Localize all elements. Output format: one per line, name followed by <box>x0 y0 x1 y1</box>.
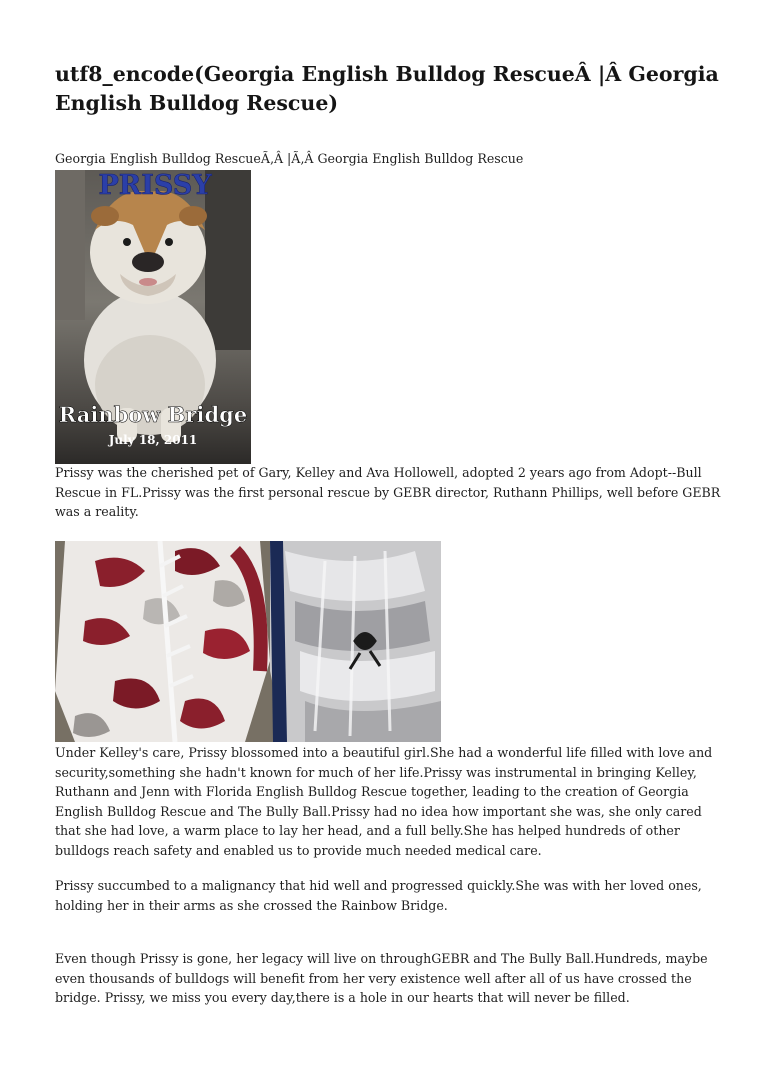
paragraph-1: Prissy was the cherished pet of Gary, Kelley and Ava Hollowell, adopted 2 years ago from Adopt--Bull Rescue in FL.Prissy was the first personal rescue by GEBR director, Ruthann Phillips, well before GEBR was a reality. <box>55 465 721 519</box>
paragraph-3: Prissy succumbed to a malignancy that hid well and progressed quickly.She was with her loved ones, holding her in their arms as she crossed the Rainbow Bridge. <box>55 878 702 913</box>
document-subtitle: Georgia English Bulldog RescueÃ‚Â |Ã‚Â Georgia English Bulldog Rescue <box>55 151 524 166</box>
prissy-name-text: PRISSY <box>98 170 212 201</box>
document-title: utf8_encode(Georgia English Bulldog RescueÂ |Â Georgia English Bulldog Rescue) <box>55 62 719 115</box>
bulldog-memorial-photo <box>55 170 251 464</box>
rainbow-bridge-date: July 18, 2011 <box>108 433 198 447</box>
rainbow-bridge-caption: Rainbow Bridge <box>58 402 248 427</box>
paragraph-2: Under Kelley's care, Prissy blossomed into a beautiful girl.She had a wonderful life filled with love and security,something she hadn't known for much of her life.Prissy was instrumental in bringing Kelley, Ruthann and Jenn with Florida English Bulldog Rescue together, leading to the creation of Georgia English Bulldog Rescue and The Bully Ball.Prissy had no idea how important she was, she only cared that she had love, a warm place to lay her head, and a full belly.She has helped hundreds of other bulldogs reach safety and enabled us to provide much needed medical care. <box>55 745 713 858</box>
camo-cleats-photo <box>55 541 441 742</box>
paragraph-4: Even though Prissy is gone, her legacy will live on throughGEBR and The Bully Ball.Hundreds, maybe even thousands of bulldogs will benefit from her very existence well after all of us have crossed the bridge. Prissy, we miss you every day,there is a hole in our hearts that will never be filled. <box>55 951 708 1005</box>
